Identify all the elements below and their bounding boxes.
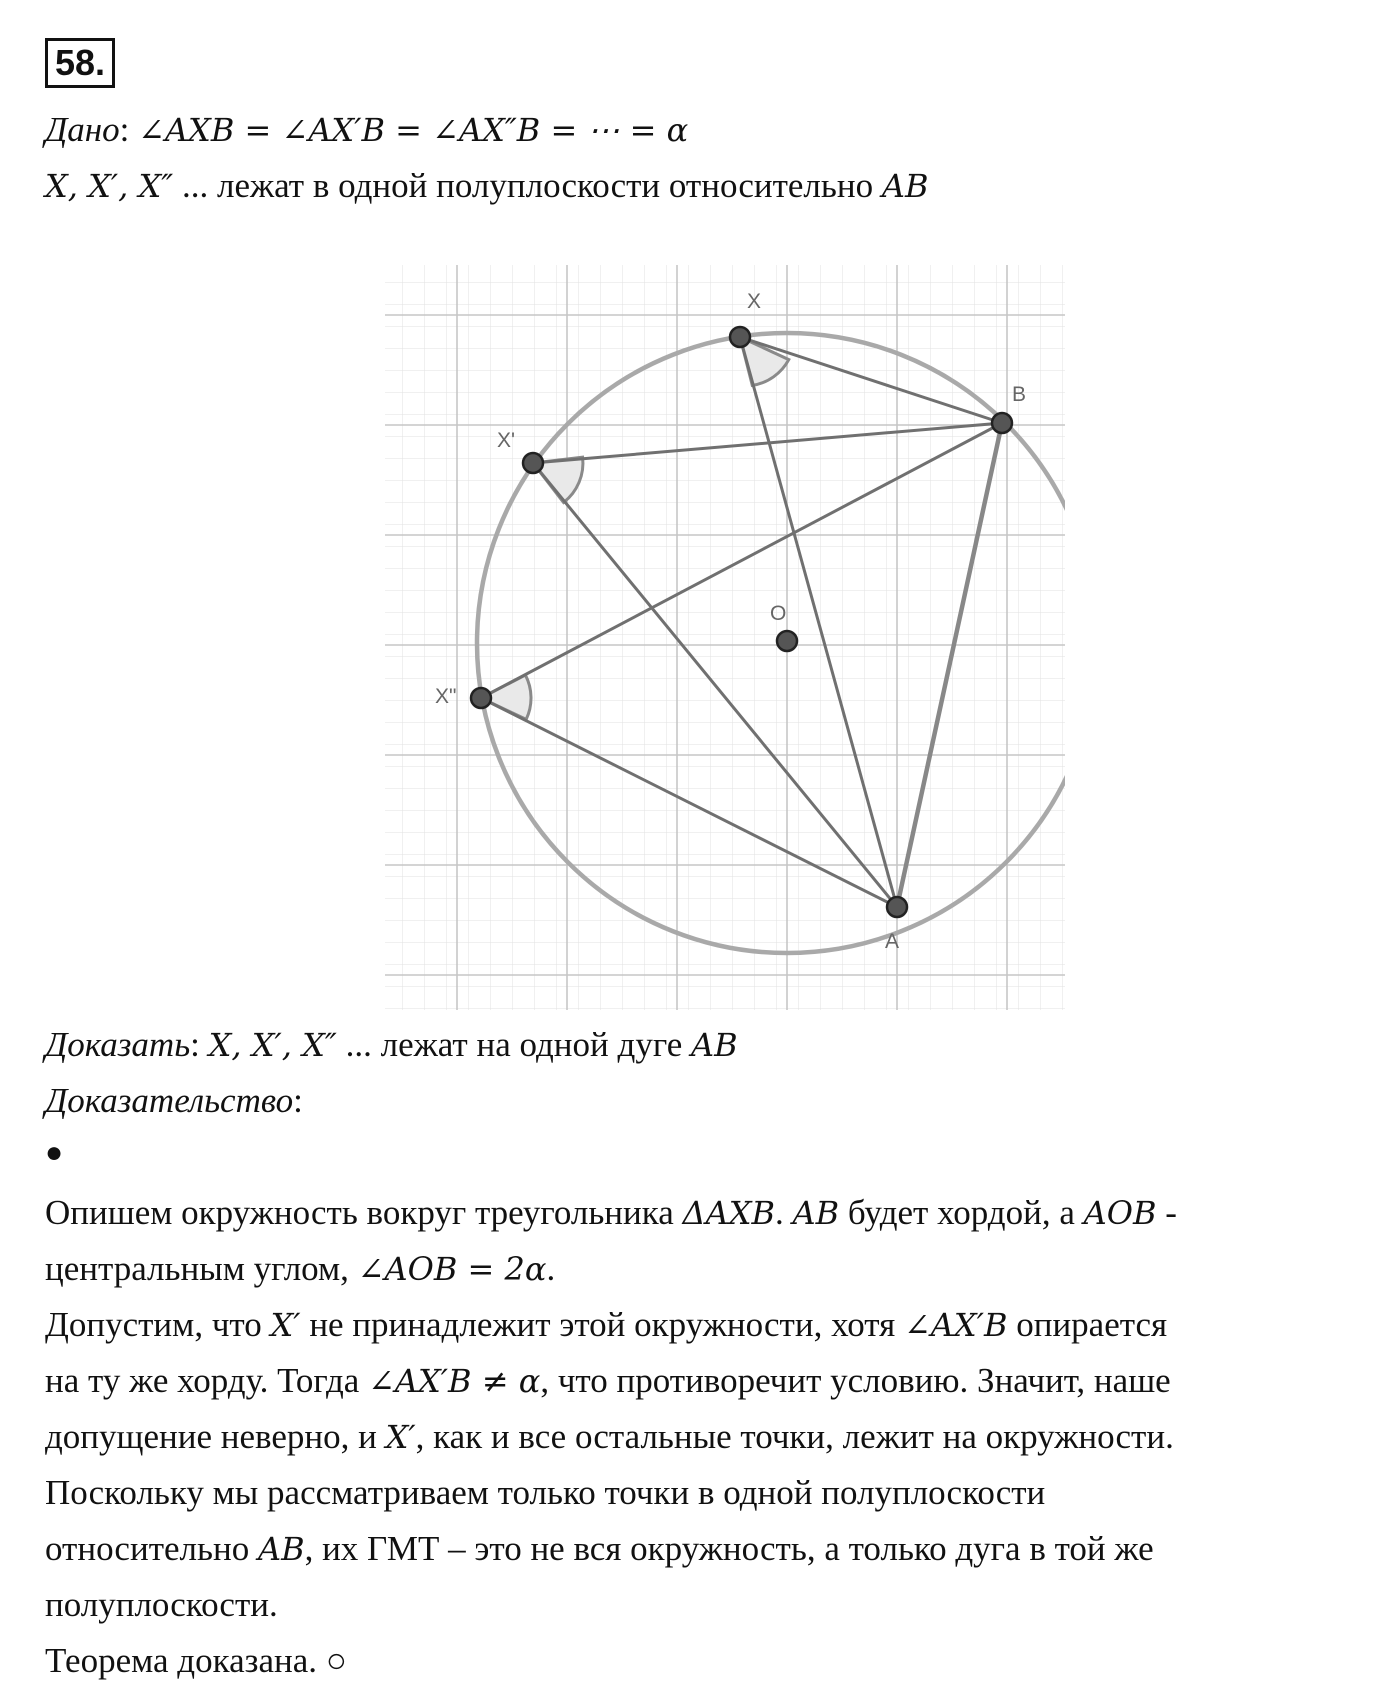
- problem-number: 58.: [45, 38, 115, 88]
- proof-text: Допустим, что: [45, 1305, 271, 1344]
- proof-line-3: [45, 1305, 1167, 1345]
- point-x1: [523, 453, 543, 473]
- proof-text: не принадлежит этой окружности, хотя: [300, 1305, 904, 1344]
- proof-label: Доказательство: [45, 1081, 294, 1120]
- proof-math: ∠AX′B: [903, 1306, 1008, 1344]
- given-line-2: [45, 166, 928, 206]
- given-math: ∠AXB = ∠AX′B = ∠AX″B = ⋯ = α: [138, 111, 689, 149]
- proof-math: AB: [792, 1194, 840, 1232]
- proof-line-7: [45, 1529, 1154, 1569]
- proof-text: .: [775, 1193, 793, 1232]
- given-line: [45, 110, 688, 150]
- point-x: [730, 327, 750, 347]
- proof-text: будет хордой, а: [839, 1193, 1084, 1232]
- proof-math: ∠AX′B ≠ α: [368, 1362, 541, 1400]
- proof-text: Опишем окружность вокруг треугольника: [45, 1193, 683, 1232]
- proof-line-1: [45, 1193, 1177, 1233]
- proof-line-8: полуплоскости.: [45, 1585, 278, 1624]
- prove-points: X, X′, X″: [208, 1026, 337, 1064]
- proof-math: X′: [270, 1306, 301, 1344]
- point-o: [777, 631, 797, 651]
- point-x2: [471, 688, 491, 708]
- label-b: B: [1012, 383, 1027, 406]
- proof-text: .: [546, 1249, 556, 1288]
- proof-line-6: Поскольку мы рассматриваем только точки в одной полуплоскости: [45, 1473, 1046, 1512]
- prove-arc: AB: [691, 1026, 738, 1064]
- geometry-figure: [385, 265, 1065, 1010]
- label-x: X: [747, 290, 762, 313]
- proof-text: -: [1156, 1193, 1177, 1232]
- proof-math: AOB: [1083, 1194, 1157, 1232]
- proof-line-2: [45, 1249, 555, 1289]
- label-x2: X": [435, 685, 457, 708]
- proof-math: AB: [257, 1530, 305, 1568]
- given-condition: ... лежат в одной полуплоскости относительно: [173, 166, 882, 205]
- proof-heading: [45, 1081, 303, 1121]
- prove-label: Доказать: [45, 1025, 191, 1064]
- given-label: Дано: [45, 110, 120, 149]
- proof-math: ΔAXB: [682, 1194, 776, 1232]
- proof-text: , их ГМТ – это не вся окружность, а только дуга в той же: [304, 1529, 1154, 1568]
- label-a: A: [885, 930, 900, 953]
- label-o: O: [770, 602, 787, 625]
- proof-bullet: ●: [45, 1136, 64, 1169]
- proof-text: , как и все остальные точки, лежит на окружности.: [415, 1417, 1174, 1456]
- proof-text: опирается: [1007, 1305, 1168, 1344]
- prove-text: ... лежат на одной дуге: [336, 1025, 691, 1064]
- given-segment: AB: [881, 167, 929, 205]
- proof-line-4: [45, 1361, 1171, 1401]
- proof-text: центральным углом,: [45, 1249, 358, 1288]
- proof-text: допущение неверно, и: [45, 1417, 386, 1456]
- given-points: X, X′, X″: [45, 167, 174, 205]
- proof-text: на ту же хорду. Тогда: [45, 1361, 369, 1400]
- proof-conclusion: Теорема доказана. ○: [45, 1641, 347, 1680]
- proof-math: X′: [385, 1418, 416, 1456]
- prove-colon: :: [190, 1025, 200, 1064]
- point-b: [992, 413, 1012, 433]
- label-x1: X': [497, 429, 516, 452]
- proof-text: относительно: [45, 1529, 258, 1568]
- proof-colon: :: [293, 1081, 303, 1120]
- point-a: [887, 897, 907, 917]
- prove-line: [45, 1025, 738, 1065]
- proof-math: ∠AOB = 2α: [357, 1250, 547, 1288]
- proof-line-5: [45, 1417, 1174, 1457]
- given-colon: :: [119, 110, 130, 149]
- proof-text: , что противоречит условию. Значит, наше: [540, 1361, 1171, 1400]
